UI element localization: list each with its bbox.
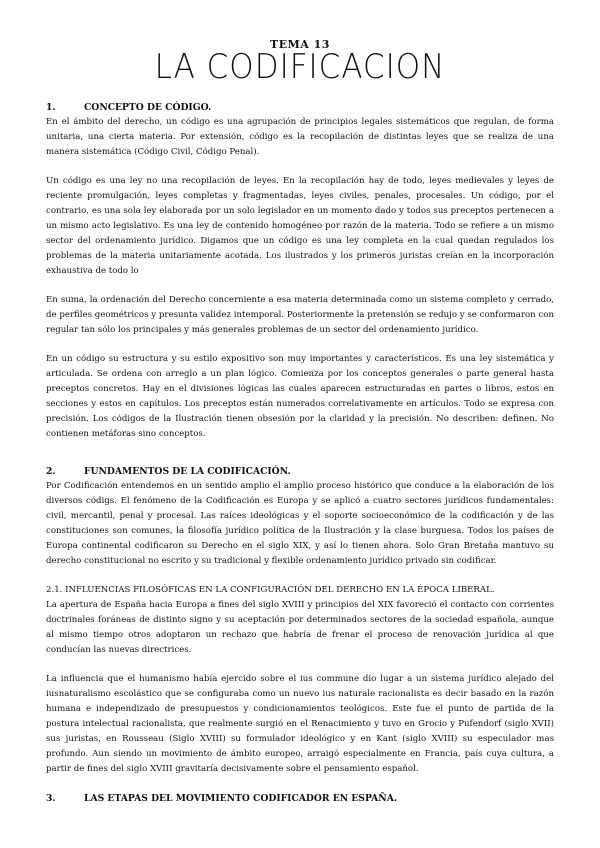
section-1-paragraph-4: En un código su estructura y su estilo expositivo son muy importantes y característicos. Es una ley sistemática y articulada. Se ordena con arreglo a un plan lógico. Comienza por los conceptos generales o parte general hasta preceptos concretos. Hay en el divisiones lógicas las cuales aparecen estructuradas en partes o libros, estos en secciones y estos en capítulos. Los preceptos están numerados correlativamente en artículos. Todo se expresa con precisión. Los códigos de la Ilustración tienen obsesión por la claridad y la precisión. No describen: definen. No contienen metáforas sino conceptos. xyxy=(46,354,554,439)
page-title: LA CODIFICACION xyxy=(154,47,446,87)
section-1-paragraph-2: Un código es una ley no una recopilación de leyes. En la recopilación hay de todo, leyes medievales y leyes de reciente promulgación, leyes completas y fragmentadas, leyes civiles, penales, procesales. Un código, por el contrario, es una sola ley elaborada por un solo legislador en un momento dado y todos sus preceptos pertenecen a un mismo acto legislativo. Es una ley de contenido homogéneo por razón de la materia. Todo se refiere a un mismo sector del ordenamiento jurídico. Digamos que un código es una ley completa en la cual quedan regulados los problemas de la materia unitariamente acotada. Los ilustrados y los primeros juristas creían en la incorporación exhaustiva de todo lo xyxy=(46,176,554,276)
section-2-1-heading: 2.1. INFLUENCIAS FILOSÓFICAS EN LA CONFIGURACIÓN DEL DERECHO EN LA ÉPOCA LIBERAL. xyxy=(46,585,495,595)
document-body xyxy=(46,100,554,806)
section-1-title: CONCEPTO DE CÓDIGO. xyxy=(84,102,212,113)
section-2-heading xyxy=(46,464,554,479)
section-3-heading xyxy=(46,791,554,806)
section-1-number: 1. xyxy=(46,102,56,113)
section-3-number: 3. xyxy=(46,793,56,804)
section-2-number: 2. xyxy=(46,466,56,477)
section-1-paragraph-1: En el ámbito del derecho, un código es una agrupación de principios legales sistemáticos que regulan, de forma unitaria, una cierta materia. Por extensión, código es la recopilación de distintas leyes que se realiza de una manera sistemática (Código Civil, Código Penal). xyxy=(46,117,554,157)
section-1-paragraph-3: En suma, la ordenación del Derecho concerniente a esa materia determinada como un sistema completo y cerrado, de perfiles geométricos y presunta validez intemporal. Posteriormente la pretensión se redujo y se conformaron con regular tan sólo los principales y más generales problemas de un sector del ordenamiento jurídico. xyxy=(46,295,554,335)
section-3-title: LAS ETAPAS DEL MOVIMIENTO CODIFICADOR EN ESPAÑA. xyxy=(84,793,398,804)
section-2-paragraph-3: La influencia que el humanismo había ejercido sobre el ius commune dio lugar a un sistema jurídico alejado del iusnaturalismo escolástico que se configuraba como un nuevo ius naturale racionalista es decir basado en la razón humana e independizado de presupuestos y condicionamientos teológicos. Este fue el punto de partida de la postura intelectual racionalista, que realmente surgió en el Renacimiento y tuvo en Grocio y Pufendorf (siglo XVII) sus juristas, en Rousseau (Siglo XVIII) su formulador ideológico y en Kant (siglo XVIII) su especulador mas profundo. Aun siendo un movimiento de ámbito europeo, arraigó especialmente en Francia, país cuya cultura, a partir de fines del siglo XVIII gravitaría decisivamente sobre el pensamiento español. xyxy=(46,674,554,774)
topic-number: TEMA 13 xyxy=(270,38,330,51)
section-2-paragraph-2: La apertura de España hacia Europa a fines del siglo XVIII y principios del XIX favoreció el contacto con corrientes doctrinales foráneas de distinto signo y su aceptación por determinados sectores de la sociedad española, aunque al mismo tiempo otros adoptaron un rechazo que habría de frenar el proceso de renovación jurídica al que conducían las nuevas directrices. xyxy=(46,600,554,655)
section-2-paragraph-1: Por Codificación entendemos en un sentido amplio el amplio proceso histórico que conduce a la elaboración de los diversos códigs. El fenómeno de la Codificación es Europa y se aplicó a cuatro sectores jurídicos fundamentales: civil, mercantil, penal y procesal. Las raíces ideológicas y el soporte socioeconómico de la codificación y de las constituciones son comunes, la filosofía jurídico política de la Ilustración y la clase burguesa. Todos los países de Europa continental codificaron su Derecho en el siglo XIX, y así lo tienen ahora. Solo Gran Bretaña mantuvo su derecho constitucional no escrito y su tradicional y flexible ordenamiento jurídico privado sin codificar. xyxy=(46,481,554,566)
section-1-heading xyxy=(46,100,554,115)
section-2-title: FUNDAMENTOS DE LA CODIFICACIÓN. xyxy=(84,466,291,477)
